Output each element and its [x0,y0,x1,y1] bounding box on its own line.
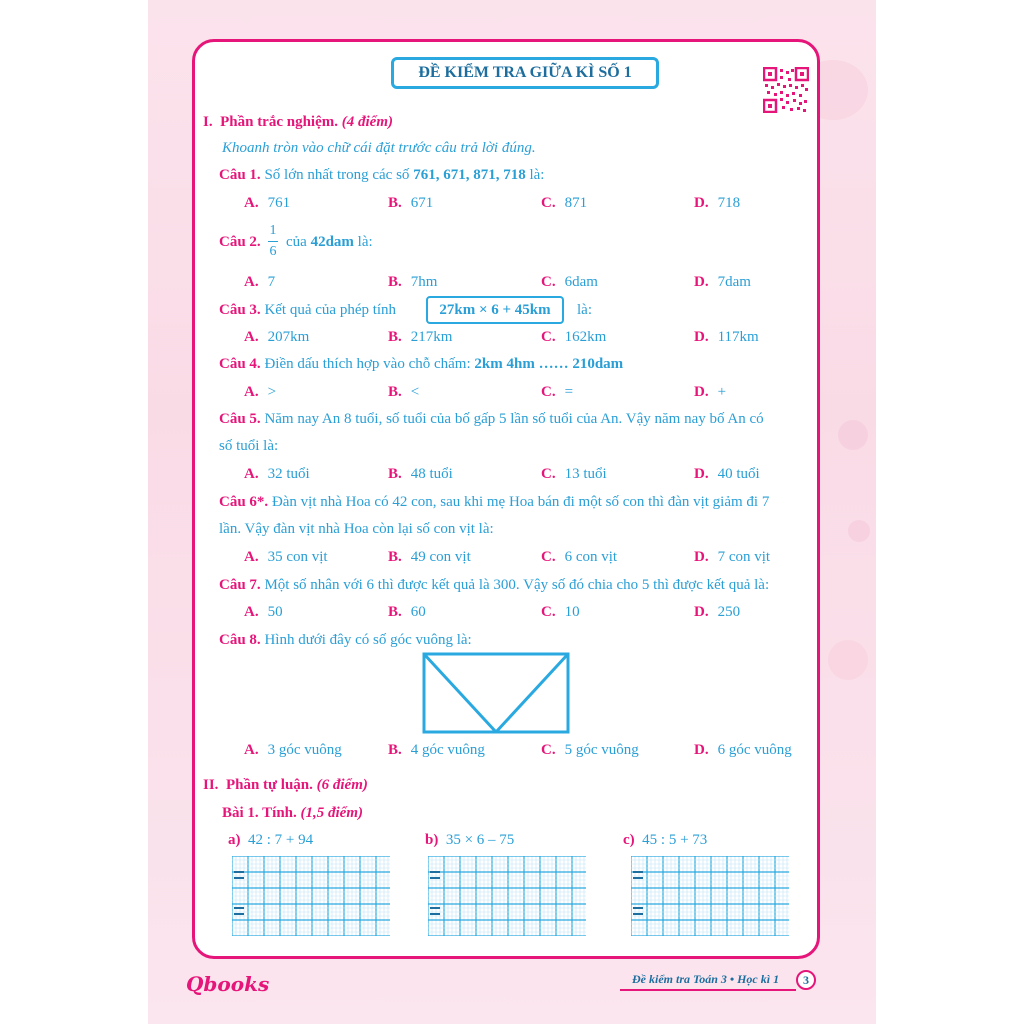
exercise-1-label: Bài 1. Tính. [222,805,297,821]
q2-numerator: 1 [269,223,277,238]
footer-rule [620,989,796,991]
q4-expression: 2km 4hm …… 210dam [474,356,624,372]
q4-text: Điền dấu thích hợp vào chỗ chấm: [264,356,475,372]
exercise-1c [623,832,707,849]
q3-text-end: là: [577,302,592,318]
publisher-logo: Qbooks [186,972,270,996]
q2-label: Câu 2. [219,234,261,250]
option-value: 7 [267,274,276,290]
decor-blot [828,640,868,680]
part2-points: (6 điểm) [316,777,368,793]
q1-text: Số lớn nhất trong các số [264,167,414,183]
answer-option[interactable] [694,384,726,401]
q6-text-line1: Đàn vịt nhà Hoa có 42 con, sau khi mẹ Hoa bán đi một số con thì đàn vịt giảm đi 7 [271,494,770,510]
figure-rectangle [424,654,568,732]
answer-option[interactable] [694,604,740,621]
qr-code-icon [763,67,809,113]
answer-option[interactable] [244,466,310,483]
answer-option[interactable] [694,466,760,483]
q1-label: Câu 1. [219,167,261,183]
option-letter: B. [388,329,402,345]
part1-points: (4 điểm) [341,114,393,130]
question-1 [219,167,544,184]
answer-grid-b [428,856,588,936]
q2-text-b: là: [353,234,373,250]
option-letter: D. [694,195,709,211]
option-letter: B. [388,742,402,758]
q3-text: Kết quả của phép tính [264,302,397,318]
part2-title: Phần tự luận. [225,777,313,793]
option-letter: A. [244,329,259,345]
option-letter: B. [388,549,402,565]
option-value: 6 con vịt [564,549,618,565]
q7-text: Một số nhân với 6 thì được kết quả là 300. Vậy số đó chia cho 5 thì được kết quả là: [264,577,770,593]
option-letter: C. [541,549,556,565]
option-value: 4 góc vuông [410,742,485,758]
option-value: 7hm [410,274,438,290]
q3-expression: 27km × 6 + 45km [426,296,564,324]
q2-quantity: 42dam [310,234,354,250]
answer-option[interactable] [541,742,639,759]
option-letter: D. [694,604,709,620]
exercise-1-points: (1,5 điểm) [300,805,363,821]
part1-heading [203,114,393,131]
answer-option[interactable] [244,329,309,346]
answer-option[interactable] [541,604,580,621]
q6-text-line2: lần. Vậy đàn vịt nhà Hoa còn lại số con vịt là: [219,521,494,537]
option-letter: A. [244,466,259,482]
item-b-expression: 35 × 6 – 75 [445,832,515,848]
fraction-bar [268,241,278,242]
option-value: 6dam [564,274,598,290]
option-value: 35 con vịt [267,549,328,565]
option-letter: B. [388,384,402,400]
option-letter: A. [244,274,259,290]
figure-diagonal-left [424,654,496,732]
question-7 [219,577,769,594]
option-letter: D. [694,329,709,345]
option-letter: A. [244,384,259,400]
part1-title: Phần trắc nghiệm. [220,114,339,130]
option-value: 6 góc vuông [717,742,792,758]
q2-text [286,234,373,251]
exercise-1b [425,832,514,849]
answer-option[interactable] [388,195,433,212]
option-value: > [267,384,277,400]
question-3 [219,302,396,319]
option-value: 40 tuổi [717,466,760,482]
option-letter: C. [541,274,556,290]
answer-option[interactable] [694,549,770,566]
option-letter: B. [388,274,402,290]
page-number: 3 [796,970,816,990]
q3-label: Câu 3. [219,302,261,318]
q2-denominator: 6 [269,244,277,259]
part2-heading [203,777,368,794]
question-5 [219,411,764,428]
answer-option[interactable] [541,329,606,346]
option-value: 10 [564,604,580,620]
question-6 [219,494,769,511]
q8-label: Câu 8. [219,632,261,648]
option-value: 32 tuổi [267,466,310,482]
q8-text: Hình dưới đây có số góc vuông là: [264,632,472,648]
option-letter: C. [541,604,556,620]
q7-label: Câu 7. [219,577,261,593]
answer-grid-c [631,856,791,936]
part2-label: II. [203,777,219,793]
option-value: 671 [410,195,434,211]
option-value: 207km [267,329,310,345]
part1-label: I. [203,114,213,130]
option-letter: C. [541,195,556,211]
answer-option[interactable] [541,466,607,483]
q6-label: Câu 6*. [219,494,269,510]
q4-label: Câu 4. [219,356,261,372]
option-letter: C. [541,466,556,482]
answer-option[interactable] [388,274,437,291]
rectangle-figure [422,652,570,734]
answer-option[interactable] [541,384,573,401]
question-4 [219,356,623,373]
option-letter: D. [694,466,709,482]
option-letter: A. [244,604,259,620]
answer-option[interactable] [244,274,275,291]
q5-text-line1: Năm nay An 8 tuổi, số tuổi của bố gấp 5 lần số tuổi của An. Vậy năm nay bố An có [264,411,764,427]
answer-option[interactable] [244,384,276,401]
q1-text-end: là: [525,167,545,183]
item-b-label: b) [425,832,439,848]
option-letter: A. [244,549,259,565]
option-letter: B. [388,195,402,211]
q2-text-a: của [286,234,311,250]
answer-option[interactable] [541,549,617,566]
item-c-label: c) [623,832,635,848]
option-letter: D. [694,274,709,290]
option-letter: C. [541,329,556,345]
answer-option[interactable] [694,742,792,759]
option-value: = [564,384,574,400]
option-value: 7dam [717,274,751,290]
exercise-1-heading [222,805,363,822]
answer-option[interactable] [244,742,342,759]
answer-option[interactable] [541,195,587,212]
answer-option[interactable] [541,274,598,291]
answer-option[interactable] [388,742,485,759]
decor-blot [838,420,868,450]
option-value: 50 [267,604,283,620]
answer-option[interactable] [388,329,452,346]
option-value: + [717,384,727,400]
option-value: 5 góc vuông [564,742,639,758]
item-a-label: a) [228,832,241,848]
answer-option[interactable] [694,274,751,291]
option-letter: B. [388,466,402,482]
instruction: Khoanh tròn vào chữ cái đặt trước câu trả lời đúng. [222,140,536,156]
answer-option[interactable] [244,549,328,566]
option-letter: D. [694,549,709,565]
option-letter: C. [541,384,556,400]
option-letter: C. [541,742,556,758]
q5-text-line2: số tuổi là: [219,438,279,454]
answer-grid-a [232,856,392,936]
answer-option[interactable] [388,549,471,566]
answer-option[interactable] [388,466,453,483]
option-value: 49 con vịt [410,549,471,565]
option-letter: B. [388,604,402,620]
option-value: 718 [717,195,741,211]
question-2 [219,234,261,251]
option-value: 761 [267,195,291,211]
answer-option[interactable] [388,384,419,401]
option-value: 250 [717,604,741,620]
option-letter: D. [694,384,709,400]
option-value: 217km [410,329,453,345]
question-8 [219,632,472,649]
footer-title: Đề kiểm tra Toán 3 • Học kì 1 [632,972,780,986]
answer-option[interactable] [244,195,290,212]
option-value: 7 con vịt [717,549,771,565]
answer-option[interactable] [694,329,759,346]
decor-blot [848,520,870,542]
option-value: < [410,384,420,400]
option-value: 3 góc vuông [267,742,342,758]
option-letter: D. [694,742,709,758]
option-value: 162km [564,329,607,345]
answer-option[interactable] [388,604,426,621]
item-a-expression: 42 : 7 + 94 [248,832,314,848]
answer-option[interactable] [244,604,283,621]
q2-fraction [268,223,278,260]
option-value: 117km [717,329,759,345]
exam-title: ĐỀ KIỂM TRA GIỮA KÌ SỐ 1 [391,57,659,89]
figure-diagonal-right [496,654,568,732]
answer-option[interactable] [694,195,740,212]
option-letter: A. [244,195,259,211]
item-c-expression: 45 : 5 + 73 [642,832,708,848]
option-letter: A. [244,742,259,758]
q5-label: Câu 5. [219,411,261,427]
option-value: 13 tuổi [564,466,607,482]
option-value: 60 [410,604,426,620]
option-value: 48 tuổi [410,466,453,482]
option-value: 871 [564,195,588,211]
q1-numbers: 761, 671, 871, 718 [413,167,526,183]
exercise-1a [228,832,313,849]
